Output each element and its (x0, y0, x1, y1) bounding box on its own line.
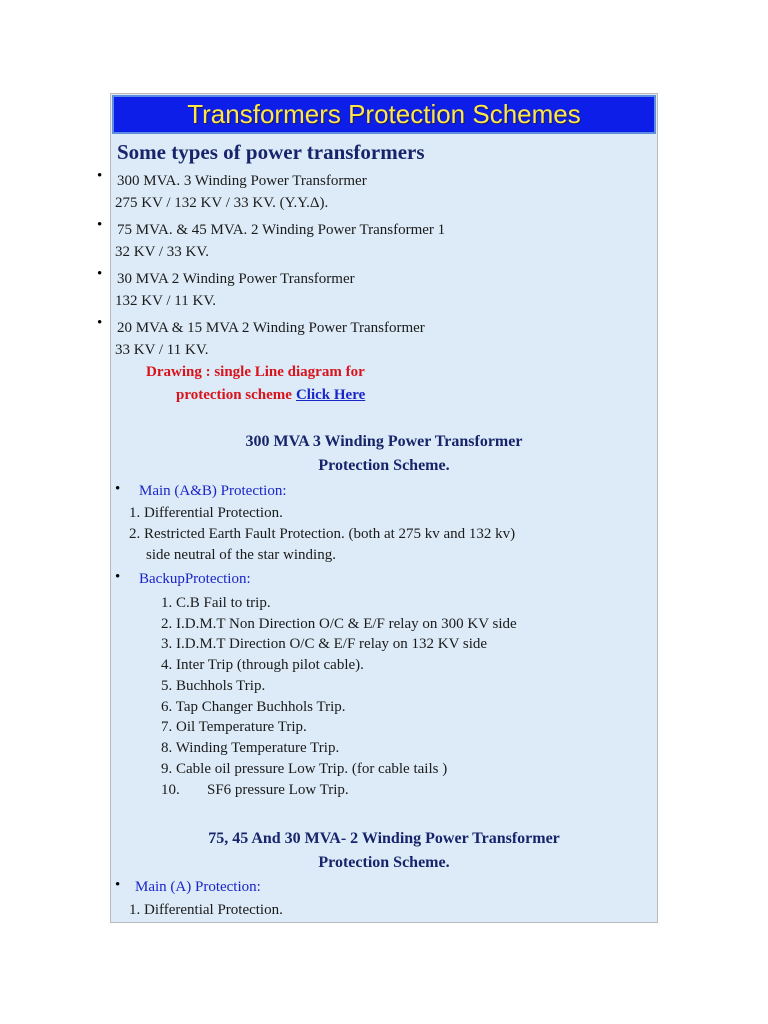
page-banner-title: Transformers Protection Schemes (112, 95, 656, 134)
scheme-300-title (111, 430, 657, 478)
backup-protection-label: BackupProtection: (139, 571, 251, 587)
bullet-icon: • (97, 315, 103, 331)
list-item-number: 10. (161, 782, 180, 798)
scheme-300-title-line2: Protection Scheme. (318, 457, 450, 474)
main-item: side neutral of the star winding. (146, 547, 336, 563)
list-item: SF6 pressure Low Trip. (207, 782, 349, 798)
bullet-icon: • (115, 481, 121, 497)
drawing-note-line2: protection scheme (176, 387, 292, 403)
list-item-text: 32 KV / 33 KV. (115, 244, 210, 260)
bullet-icon: • (97, 266, 103, 282)
list-item-text: 33 KV / 11 KV. (115, 342, 209, 358)
document-panel (97, 93, 658, 923)
bullet-icon: • (115, 877, 121, 893)
list-item: 5. Buchhols Trip. (161, 678, 266, 694)
main-item: 2. Restricted Earth Fault Protection. (both at 275 kv and 132 kv) (129, 526, 516, 542)
click-here-link[interactable]: Click Here (295, 387, 366, 403)
list-item-text: 275 KV / 132 KV / 33 KV. (Y.Y.Δ). (115, 195, 329, 211)
list-item: 3. I.D.M.T Direction O/C & E/F relay on 132 KV side (161, 636, 488, 652)
scheme-75-title-line2: Protection Scheme. (318, 854, 450, 871)
scheme-300-title-line1: 300 MVA 3 Winding Power Transformer (245, 433, 523, 450)
section-title: Some types of power transformers (117, 140, 425, 164)
list-item: 6. Tap Changer Buchhols Trip. (161, 699, 346, 715)
main-item: 1. Differential Protection. (129, 505, 283, 521)
list-item: 9. Cable oil pressure Low Trip. (for cable tails ) (161, 761, 448, 777)
list-item: 8. Winding Temperature Trip. (161, 740, 340, 756)
scheme-75-title-line1: 75, 45 And 30 MVA- 2 Winding Power Transformer (208, 830, 560, 847)
list-item-text: 75 MVA. & 45 MVA. 2 Winding Power Transformer 1 (117, 222, 446, 238)
list-item-text: 300 MVA. 3 Winding Power Transformer (117, 173, 367, 189)
main-a-protection-label: Main (A) Protection: (135, 879, 261, 895)
scheme-75-title (111, 827, 657, 875)
bullet-icon: • (97, 168, 103, 184)
list-item-text: 20 MVA & 15 MVA 2 Winding Power Transformer (117, 320, 425, 336)
drawing-link-line (176, 386, 365, 404)
main-item: 1. Differential Protection. (129, 902, 283, 918)
drawing-note: Drawing : single Line diagram for (146, 364, 365, 380)
bullet-icon: • (115, 569, 121, 585)
list-item-text: 132 KV / 11 KV. (115, 293, 216, 309)
list-item: 4. Inter Trip (through pilot cable). (161, 657, 364, 673)
list-item-text: 30 MVA 2 Winding Power Transformer (117, 271, 355, 287)
list-item: 1. C.B Fail to trip. (161, 595, 271, 611)
bullet-icon: • (97, 217, 103, 233)
main-ab-protection-label: Main (A&B) Protection: (139, 483, 287, 499)
list-item: 7. Oil Temperature Trip. (161, 719, 307, 735)
list-item: 2. I.D.M.T Non Direction O/C & E/F relay on 300 KV side (161, 616, 517, 632)
